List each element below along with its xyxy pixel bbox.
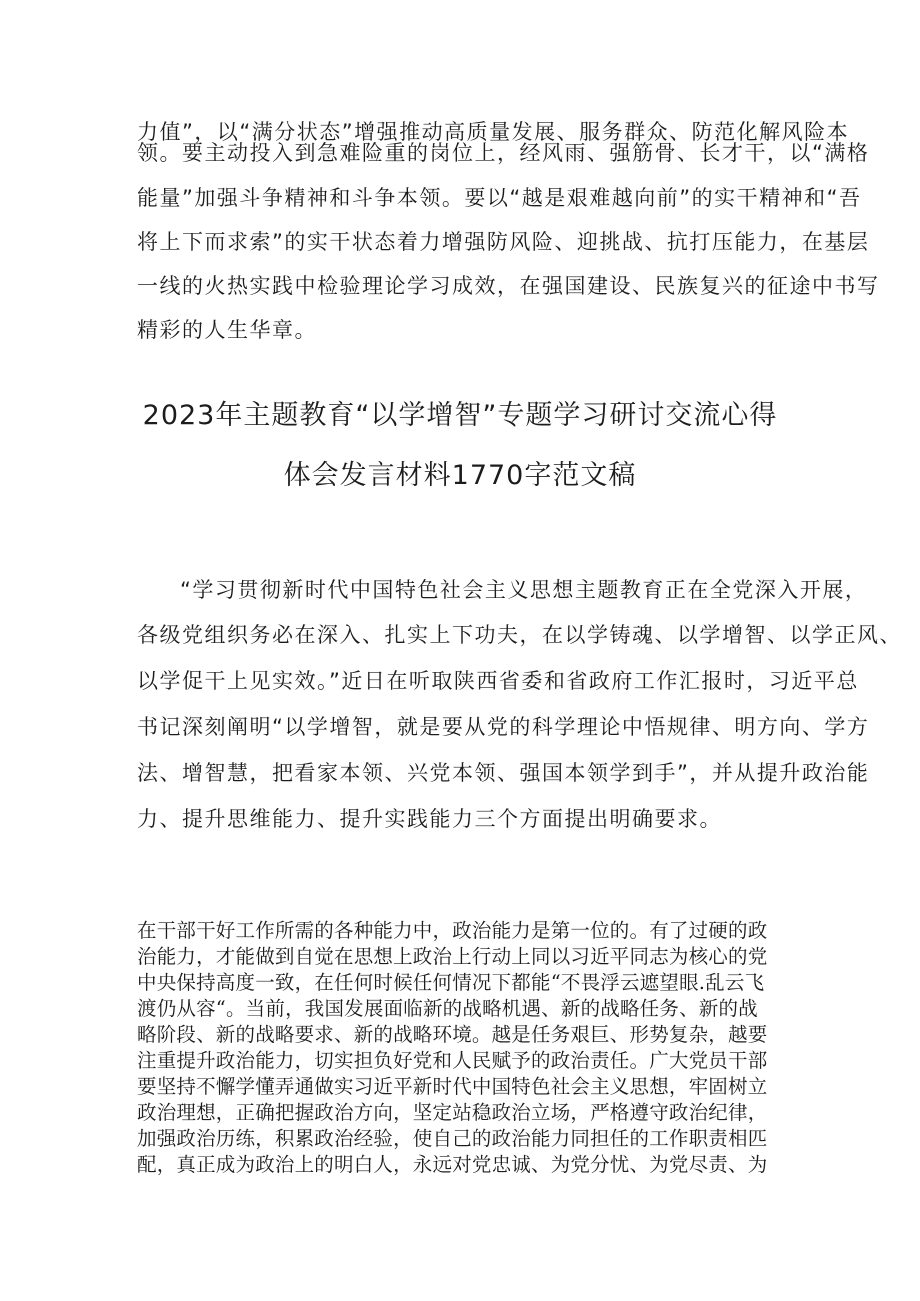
text-line: 渡仍从容“。当前，我国发展面临新的战略机遇、新的战略任务、新的战 — [137, 997, 758, 1020]
text-line: 中央保持高度一致，在任何时候任何情况下都能“不畏浮云遮望眼.乱云飞 — [137, 971, 765, 994]
text-line: 加强政治历练，积累政治经验，使自己的政治能力同担任的工作职责相匹 — [137, 1127, 768, 1150]
text-line: 精彩的人生华章。 — [137, 318, 317, 342]
text-line: 法、增智慧，把看家本领、兴党本领、强国本领学到手”，并从提升政治能 — [137, 761, 870, 785]
text-line: 书记深刻阐明“以学增智，就是要从党的科学理论中悟规律、明方向、学方 — [137, 715, 870, 739]
title-line: 2023年主题教育“以学增智”专题学习研讨交流心得 — [142, 400, 778, 431]
text-line: 领。要主动投入到急难险重的岗位上，经风雨、强筋骨、长才干，以“满格 — [137, 141, 870, 165]
text-line: 治能力，才能做到自觉在思想上政治上行动上同以习近平同志为核心的党 — [137, 945, 768, 968]
text-line: 力、提升思维能力、提升实践能力三个方面提出明确要求。 — [137, 807, 722, 831]
text-line: 略阶段、新的战略要求、新的战略环境。越是任务艰巨、形势复杂，越要 — [137, 1023, 768, 1046]
text-line: 在干部干好工作所需的各种能力中，政治能力是第一位的。有了过硬的政 — [137, 919, 768, 942]
title-line: 体会发言材料1770字范文稿 — [283, 460, 637, 491]
text-line: 力值”，以“满分状态”增强推动高质量发展、服务群众、防范化解风险本 — [137, 120, 850, 144]
text-line: 将上下而求索”的实干状态着力增强防风险、迎挑战、抗打压能力，在基层 — [137, 230, 870, 254]
text-line: 各级党组织务必在深入、扎实上下功夫，在以学铸魂、以学增智、以学正风、 — [137, 623, 902, 647]
text-line: 要坚持不懈学懂弄通做实习近平新时代中国特色社会主义思想，牢固树立 — [137, 1075, 768, 1098]
text-line: 以学促干上见实效。”近日在听取陕西省委和省政府工作汇报时，习近平总 — [137, 669, 859, 693]
text-line: 能量”加强斗争精神和斗争本领。要以“越是艰难越向前”的实干精神和“吾 — [137, 186, 862, 210]
text-line: 配，真正成为政治上的明白人，永远对党忠诚、为党分忧、为党尽责、为 — [137, 1153, 768, 1176]
text-line: “学习贯彻新时代中国特色社会主义思想主题教育正在全党深入开展， — [180, 578, 868, 602]
text-line: 一线的火热实践中检验理论学习成效，在强国建设、民族复兴的征途中书写 — [137, 274, 880, 298]
text-line: 注重提升政治能力，切实担负好党和人民赋予的政治责任。广大党员干部 — [137, 1049, 768, 1072]
text-line: 政治理想，正确把握政治方向，坚定站稳政治立场，严格遵守政治纪律， — [137, 1101, 768, 1124]
